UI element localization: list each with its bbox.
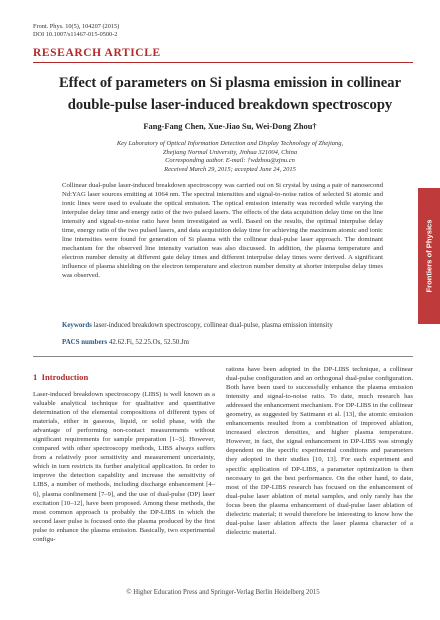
keywords-text: laser-induced breakdown spectroscopy, collinear dual-pulse, plasma emission intensity	[93, 322, 333, 329]
corresponding-author: Corresponding author. E-mail: †wdzhou@zjnu.cn	[165, 157, 295, 165]
pacs-label: PACS numbers	[62, 339, 108, 346]
keywords-label: Keywords	[62, 322, 92, 329]
abstract: Collinear dual-pulse laser-induced breakdown spectroscopy was carried out on Si crystal by using a pair of nanosecond Nd:YAG laser sources emitting at 1064 nm. The spectral intensities and signal-to-noise ratios of selected Si atomic and ionic lines were used to evaluate the optical emission. The optical emission intensity was recorded while varying the interpulse delay time and energy ratio of the two pulsed lasers. The effects of the data acquisition delay time on the line intensity and signal-to-noise ratio have been investigated as well. Based on the results, the optimal interpulse delay time, energy ratio of the two pulsed lasers, and data acquisition delay time for achieving the maximum atomic and ionic line intensities were found for generation of Si plasma with the collinear dual-pulse laser approach. The dominant mechanism for the observed line intensity variation was also discussed. In addition, the plasma temperature and electron number density at different gate delay times and different interpulse delay times were derived. A significant influence of plasma shielding on the electron temperature and electron number density at shorter interpulse delay times was observed.	[62, 182, 383, 280]
authors: Fang-Fang Chen, Xue-Jiao Su, Wei-Dong Zhou†	[143, 122, 317, 131]
keywords	[62, 322, 392, 329]
section-divider	[33, 356, 413, 357]
journal-citation: Front. Phys. 10(5), 104207 (2015)	[33, 23, 120, 30]
sidebar-label: Frontiers of Physics	[424, 219, 434, 293]
affiliation-line-1: Key Laboratory of Optical Information Detection and Display Technology of Zhejiang,	[116, 140, 344, 147]
header-rule	[33, 62, 413, 63]
copyright-footer: © Higher Education Press and Springer-Verlag Berlin Heidelberg 2015	[126, 589, 320, 596]
section-heading	[33, 372, 88, 382]
affiliation	[40, 140, 420, 175]
section-title: Introduction	[41, 372, 89, 382]
body-column-right: rations have been adopted in the DP-LIBS technique, a collinear dual-pulse configuration and an orthogonal dual-pulse configuration. Both have been used to successfully enhance the plasma emission intensity and signal-to-noise ratio. To date, much research has addressed the enhancement mechanism. For DP-LIBS in the collinear geometry, as suggested by Sattmann et al. [13], the atomic emission enhancements resulted from a combination of improved ablation, increased electron densities, and higher plasma temperature. However, in fact, the signal enhancement in DP-LIBS was strongly dependent on the specific experimental conditions and parameters they adopted in their studies [10, 13]. For each experiment and specific application of DP-LIBS, a parameter optimization is then necessary to get the best performance. On the other hand, to date, most of the DP-LIBS research has focused on the enhancement of dual-pulse laser ablation of metal samples, and only rarely has the focus been the plasma enhancement of dual-pulse laser ablation of dielectric material; it would therefore be interesting to know how the dual-pulse laser ablation affects the laser plasma character of a dielectric material.	[226, 366, 413, 536]
body-column-left: Laser-induced breakdown spectroscopy (LIBS) is well known as a valuable analytical technique for qualitative and quantitative determination of the elemental compositions of different types of materials, either in gaseous, liquid, or solid phase, with the advantage of performing non-contact measurements without significant requirements for sample preparation [1–3]. However, compared with other spectroscopy methods, LIBS always suffers from a relatively poor sensitivity and measurement uncertainty, which in turn restricts its further analytical application. In order to improve the detection capability and increase the sensitivity of LIBS, a number of methods, including discharge enhancement [4–6], plasma confinement [7–9], and the use of dual-pulse (DP) laser excitation [10–12], have been proposed. Among these methods, the most common approach is probably the DP-LIBS in which the second laser pulse is focused onto the plasma produced by the first pulse to enhance the plasma emission. Basically, two experimental configu-	[33, 391, 215, 543]
article-title	[40, 72, 420, 116]
pacs-text: 42.62.Fi, 52.25.Os, 52.50.Jm	[108, 339, 190, 346]
journal-header	[33, 23, 119, 38]
section-number: 1	[33, 372, 38, 382]
article-type: RESEARCH ARTICLE	[33, 47, 161, 59]
received-dates: Received March 29, 2015; accepted June 24, 2015	[164, 166, 296, 174]
affiliation-line-2: Zhejiang Normal University, Jinhua 321004, China	[162, 148, 298, 156]
pacs	[62, 339, 392, 346]
title-line-2: double-pulse laser-induced breakdown spectroscopy	[67, 97, 393, 113]
doi: DOI 10.1007/s11467-015-0500-2	[33, 30, 118, 38]
journal-sidebar-tab	[418, 188, 440, 324]
title-line-1: Effect of parameters on Si plasma emission in collinear	[58, 75, 402, 91]
